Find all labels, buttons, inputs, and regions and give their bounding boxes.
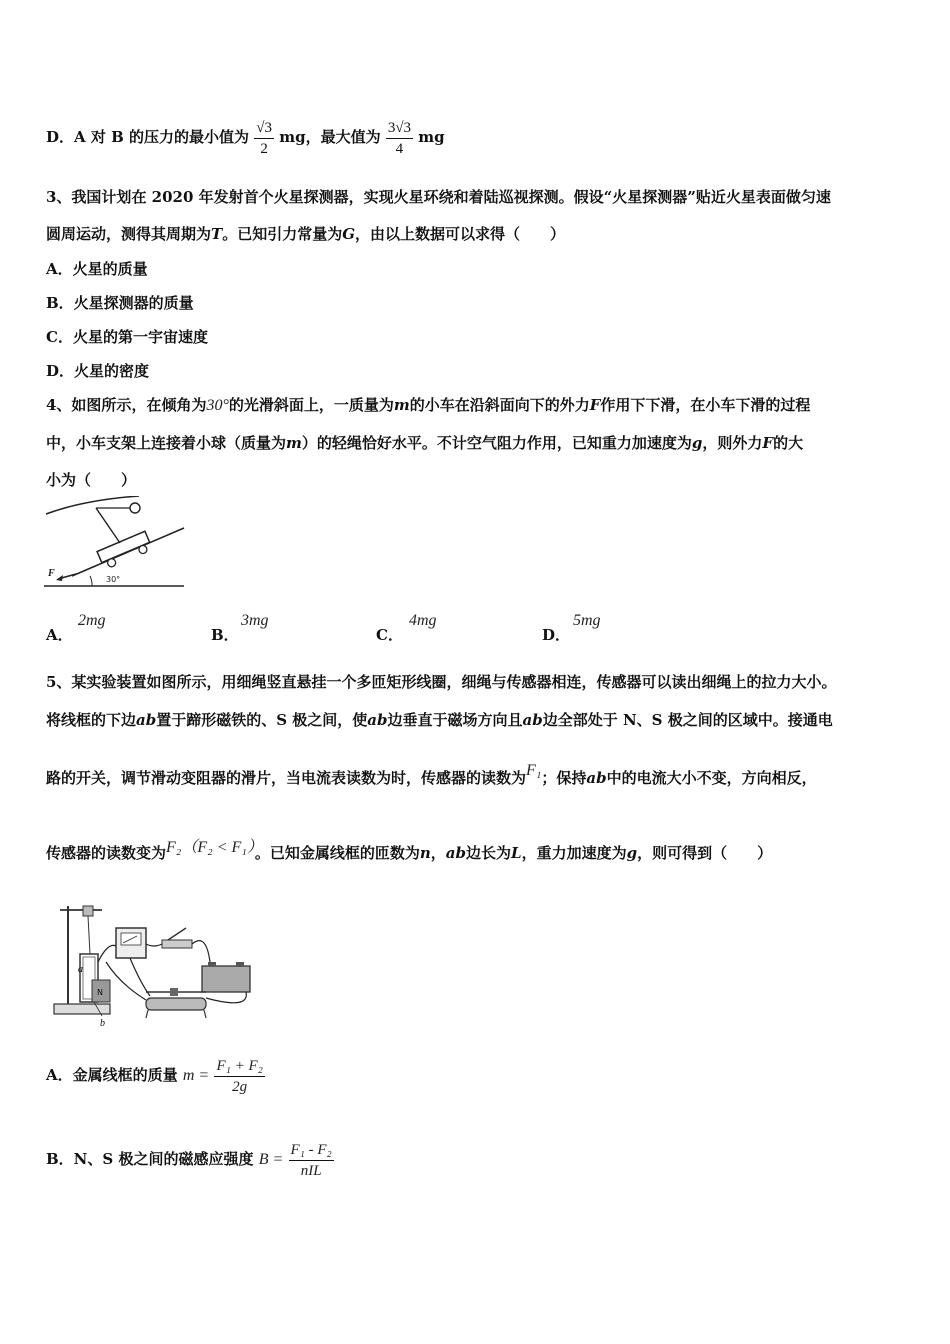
text: 中，小车支架上连接着小球（质量为 [46,434,287,452]
var-ab: ab [136,711,157,729]
small-ball [130,503,140,513]
text: ，重力加速度为 [521,844,627,862]
fraction-numerator: F₁ - F₂ [289,1140,334,1161]
formula-lhs: B = [258,1151,284,1168]
label-a: a [78,964,83,975]
option-letter: C． [376,626,403,644]
formula-fraction [214,1056,264,1097]
option-value: 5mg [573,612,601,629]
var-g: g [691,434,703,452]
var-n: n [419,844,431,862]
q3-option-d: D．火星的密度 [46,362,150,380]
text: 传感器的读数变为 [46,844,167,862]
q4-stem-line1 [46,394,810,415]
q3-stem-line1: 3、我国计划在 2020 年发射首个火星探测器，实现火星环绕和着陆巡视探测。假设“火星探测器”贴近火星表面做匀速 [46,188,831,206]
fraction-denominator: 2 [260,140,268,157]
text: 的大 [773,434,804,452]
q4-stem-line2 [46,432,803,453]
option-letter: A． [46,626,73,644]
fraction-denominator: nIL [300,1162,322,1179]
text: 。已知引力常量为 [222,225,343,243]
fraction-numerator: √3 [254,118,274,139]
option-letter: D． [542,626,571,644]
q3-option-a: A．火星的质量 [46,260,148,278]
var-ab: ab [586,769,607,787]
text: ，由以上数据可以求得（ ） [355,225,566,243]
option-value: 2mg [78,612,106,629]
text: 边全部处于 N、S 极之间的区域中。接通电 [542,711,833,729]
text: 作用下下滑，在小车下滑的过程 [600,396,811,414]
text: 的光滑斜面上，一质量为 [228,396,394,414]
text: 中的电流大小不变，方向相反， [606,769,817,787]
q3-option-c: C．火星的第一宇宙速度 [46,328,208,346]
force-arrowhead [56,575,63,581]
var-T: T [211,225,223,243]
angle-arc [90,576,92,586]
var-G: G [342,225,356,243]
q3-option-b: B．火星探测器的质量 [46,294,194,312]
var-ab: ab [367,711,388,729]
q2-min-fraction [254,118,274,159]
q2-option-d [46,112,445,162]
q2-option-d-label: D．A 对 B 的压力的最小值为 [46,128,249,146]
angle-label: 30° [106,575,121,584]
option-label: A．金属线框的质量 [46,1066,178,1084]
text: ，则外力 [702,434,763,452]
formula-fraction [289,1140,334,1181]
text: 圆周运动，测得其周期为 [46,225,212,243]
var-g: g [626,844,638,862]
angle-value: 30° [206,397,229,414]
var-ab: ab [522,711,543,729]
text: 。已知金属线框的匝数为 [254,844,420,862]
q5-stem-line3 [46,760,817,796]
text: 将线框的下边 [46,711,137,729]
label-b: b [100,1018,105,1028]
var-F1: F₁ [526,762,542,779]
label-n: N [97,988,103,997]
fraction-numerator: F₁ + F₂ [214,1056,264,1077]
q2-max-fraction [386,118,413,159]
text: ；保持 [541,769,587,787]
option-label: B．N、S 极之间的磁感应强度 [46,1150,254,1168]
text: ）的轻绳恰好水平。不计空气阻力作用，已知重力加速度为 [301,434,692,452]
q3-stem-line2 [46,223,565,244]
condition: （F₂ < F₁） [181,839,255,856]
var-m: m [393,396,410,414]
thread [88,916,90,954]
sensor [83,906,93,916]
formula-lhs: m = [182,1067,210,1084]
rheostat [146,998,206,1010]
text: ，则可得到（ ） [637,844,773,862]
var-L: L [511,844,522,862]
battery [202,966,250,992]
text: ， [430,844,446,862]
var-ab: ab [445,844,466,862]
q5-option-a [46,1052,265,1098]
text: 边垂直于磁场方向且 [387,711,523,729]
text: 4、如图所示，在倾角为 [46,396,207,414]
q5-apparatus-figure [50,892,280,1028]
fraction-numerator: 3√3 [386,118,413,139]
text: 边长为 [466,844,512,862]
option-value: 3mg [241,612,269,629]
text: 置于蹄形磁铁的、S 极之间，使 [156,711,368,729]
q5-stem-line1: 5、某实验装置如图所示，用细绳竖直悬挂一个多匝矩形线圈，细绳与传感器相连，传感器可以读出细绳上的拉力大小。 [46,673,837,691]
option-value: 4mg [409,612,437,629]
var-F2: F₂ [166,839,182,856]
switch [162,940,192,948]
q5-stem-line2 [46,709,833,730]
force-label: F [48,568,55,579]
q4-stem-line3: 小为（ ） [46,471,137,489]
text: 路的开关，调节滑动变阻器的滑片，当电流表读数为时，传感器的读数为 [46,769,527,787]
q4-options [46,612,926,642]
var-F: F [589,396,601,414]
var-m: m [286,434,302,452]
stand-base [54,1004,110,1014]
fraction-denominator: 4 [395,140,404,157]
support-rod [96,508,120,543]
q4-incline-figure [44,496,189,590]
option-letter: B． [211,626,239,644]
fraction-denominator: 2g [232,1078,248,1095]
var-F: F [762,434,774,452]
q2-option-d-unit: mg，最大值为 [279,128,381,146]
q2-option-d-unit2: mg [418,128,445,146]
q5-stem-line4 [46,835,772,871]
cart [97,531,153,570]
q5-option-b [46,1136,334,1182]
ceiling-curve [46,496,139,514]
text: 的小车在沿斜面向下的外力 [409,396,590,414]
